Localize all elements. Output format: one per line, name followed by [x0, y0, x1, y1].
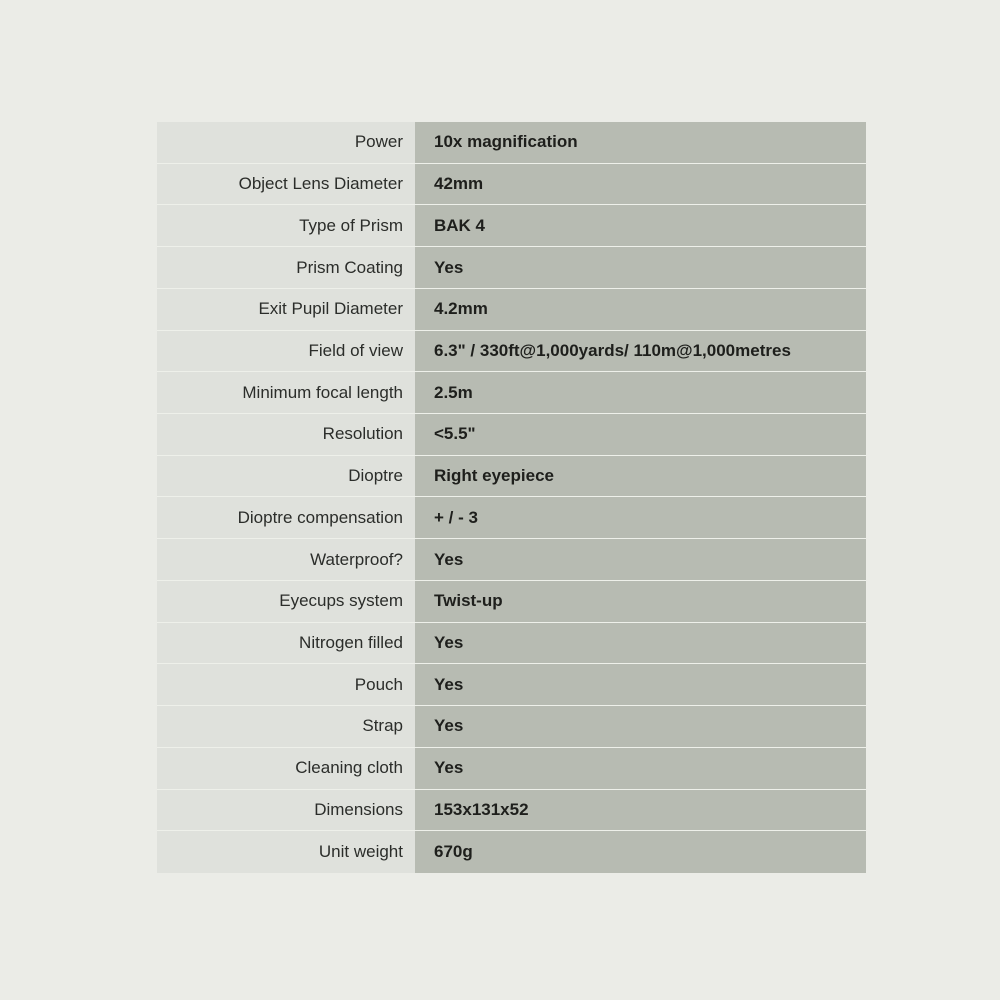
spec-label: Waterproof?	[157, 539, 415, 580]
spec-label: Resolution	[157, 414, 415, 455]
spec-label: Pouch	[157, 664, 415, 705]
spec-value: 4.2mm	[415, 289, 866, 330]
spec-value: Yes	[415, 706, 866, 747]
spec-value: BAK 4	[415, 205, 866, 246]
spec-label: Field of view	[157, 331, 415, 372]
spec-label: Exit Pupil Diameter	[157, 289, 415, 330]
spec-row-minimum-focal-length	[157, 372, 866, 414]
spec-row-power	[157, 122, 866, 164]
spec-label: Object Lens Diameter	[157, 164, 415, 205]
spec-value: Yes	[415, 748, 866, 789]
spec-row-prism-coating	[157, 247, 866, 289]
spec-row-strap	[157, 706, 866, 748]
spec-row-unit-weight	[157, 831, 866, 873]
spec-label: Prism Coating	[157, 247, 415, 288]
spec-label: Dioptre	[157, 456, 415, 497]
spec-row-object-lens-diameter	[157, 164, 866, 206]
spec-value: <5.5"	[415, 414, 866, 455]
spec-value: 10x magnification	[415, 122, 866, 163]
spec-value: 670g	[415, 831, 866, 873]
spec-value: 42mm	[415, 164, 866, 205]
spec-label: Minimum focal length	[157, 372, 415, 413]
spec-value: 153x131x52	[415, 790, 866, 831]
spec-row-dioptre	[157, 456, 866, 498]
spec-row-exit-pupil-diameter	[157, 289, 866, 331]
spec-row-cleaning-cloth	[157, 748, 866, 790]
spec-value: Right eyepiece	[415, 456, 866, 497]
spec-value: Yes	[415, 664, 866, 705]
spec-table	[157, 122, 866, 873]
spec-value: Yes	[415, 247, 866, 288]
spec-row-eyecups-system	[157, 581, 866, 623]
spec-row-field-of-view	[157, 331, 866, 373]
spec-label: Dioptre compensation	[157, 497, 415, 538]
spec-row-nitrogen-filled	[157, 623, 866, 665]
spec-label: Dimensions	[157, 790, 415, 831]
spec-label: Eyecups system	[157, 581, 415, 622]
spec-value: Twist-up	[415, 581, 866, 622]
spec-value: Yes	[415, 623, 866, 664]
spec-label: Nitrogen filled	[157, 623, 415, 664]
spec-value: Yes	[415, 539, 866, 580]
spec-row-resolution	[157, 414, 866, 456]
spec-label: Type of Prism	[157, 205, 415, 246]
spec-row-dimensions	[157, 790, 866, 832]
spec-row-dioptre-compensation	[157, 497, 866, 539]
spec-row-type-of-prism	[157, 205, 866, 247]
spec-value: + / - 3	[415, 497, 866, 538]
spec-label: Power	[157, 122, 415, 163]
spec-row-waterproof	[157, 539, 866, 581]
spec-label: Unit weight	[157, 831, 415, 873]
spec-row-pouch	[157, 664, 866, 706]
spec-label: Strap	[157, 706, 415, 747]
spec-value: 2.5m	[415, 372, 866, 413]
spec-value: 6.3" / 330ft@1,000yards/ 110m@1,000metres	[415, 331, 866, 372]
spec-label: Cleaning cloth	[157, 748, 415, 789]
